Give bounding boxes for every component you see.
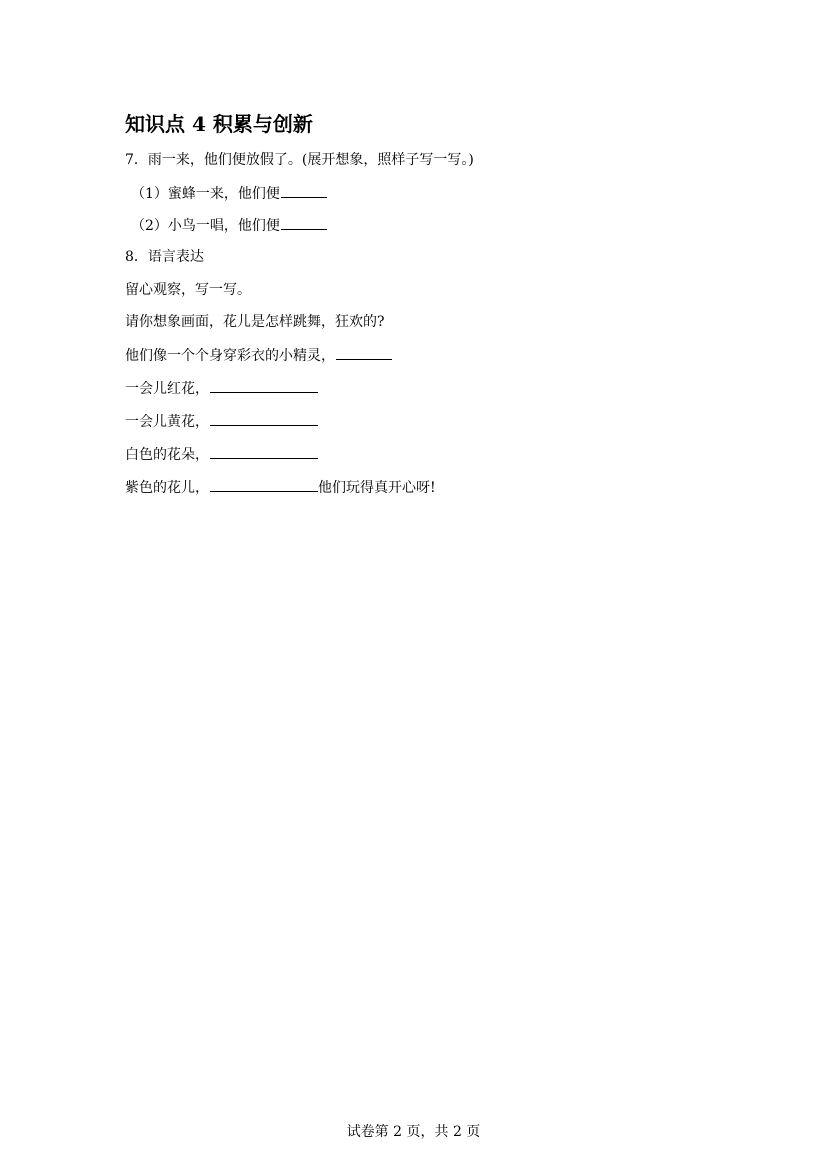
question-8-line-1-text: 他们像一个个身穿彩衣的小精灵， <box>125 348 335 364</box>
question-8-line-5-before: 紫色的花儿， <box>125 480 209 496</box>
answer-blank[interactable] <box>281 183 327 198</box>
answer-blank[interactable] <box>210 477 318 492</box>
question-7-item-2 <box>131 215 327 236</box>
page-footer: 试卷第 2 页，共 2 页 <box>346 1124 481 1140</box>
answer-blank[interactable] <box>210 444 318 459</box>
question-8-instruction: 留心观察，写一写。 <box>125 282 251 298</box>
question-7-item-2-text: （2）小鸟一唱，他们便 <box>131 218 280 234</box>
question-8-stem: 8．语言表达 <box>125 249 204 265</box>
question-8-line-2-text: 一会儿红花， <box>125 381 209 397</box>
question-8-line-4 <box>125 444 318 465</box>
question-8-prompt: 请你想象画面，花儿是怎样跳舞，狂欢的? <box>125 314 385 330</box>
question-8-line-3 <box>125 411 318 432</box>
answer-blank[interactable] <box>336 345 392 360</box>
question-8-line-2 <box>125 378 318 399</box>
answer-blank[interactable] <box>281 215 327 230</box>
answer-blank[interactable] <box>210 411 318 426</box>
question-8-line-1 <box>125 345 392 366</box>
question-7-item-1-text: （1）蜜蜂一来，他们便 <box>131 186 280 202</box>
question-7-stem: 7．雨一来，他们便放假了。(展开想象，照样子写一写。) <box>125 152 474 168</box>
question-8-line-5 <box>125 477 436 498</box>
answer-blank[interactable] <box>210 378 318 393</box>
question-8-line-4-text: 白色的花朵， <box>125 447 209 463</box>
question-8-line-5-after: 他们玩得真开心呀! <box>318 480 436 496</box>
section-title: 知识点 4 积累与创新 <box>125 112 313 136</box>
question-7-item-1 <box>131 183 327 204</box>
question-8-line-3-text: 一会儿黄花， <box>125 414 209 430</box>
